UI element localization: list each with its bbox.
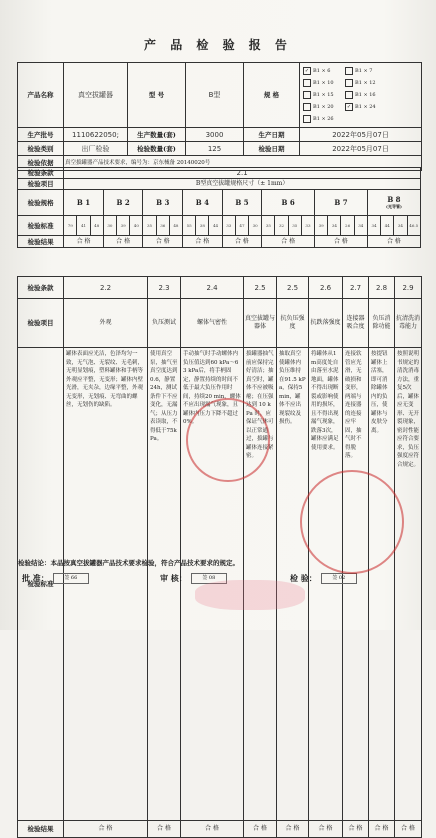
clause-label-1: 检验条款 (18, 168, 64, 179)
qty-value: 3000 (186, 128, 244, 142)
test-item: 抗跌落强度 (309, 299, 343, 348)
spec-col-header: B 8 (光导管) (367, 190, 420, 216)
checked-box-icon: ✓ (346, 103, 352, 110)
std-value: 30 (103, 216, 116, 236)
empty-box-icon (303, 103, 311, 111)
spec-label-1: 检验规格 (18, 190, 64, 216)
product-name: 真空拔罐器 (64, 63, 128, 128)
spec-option (345, 101, 381, 113)
batch-label: 生产批号 (18, 128, 64, 142)
test-standard: 将罐体从1m高度处自由落至水泥地面，罐体不得出现断裂或影响使用的损坏，且不得出现漏气现象，跌落3次，罐体应满足使用要求。 (309, 348, 343, 821)
std-value: 30 (249, 216, 262, 236)
item-label-1: 检验项目 (18, 179, 64, 190)
review-stamp: 签 08 (191, 573, 227, 584)
result-value: 合 格 (222, 236, 262, 248)
std-value: 34 (367, 216, 380, 236)
test-item: 螺体气密性 (181, 299, 244, 348)
test-standard: 拔罐器抽气前应保持完好清洁；抽真空时，罐体不应被吸瘪；在压强达到 10 kPa 时，应保证气体可以正常通过，拔罐与罐体连接紧密。 (244, 348, 277, 821)
std-value: 34 (394, 216, 407, 236)
test-item: 负压消除功能 (369, 299, 395, 348)
test-clause: 2.6 (309, 277, 343, 299)
result-value: 合 格 (103, 236, 143, 248)
seal-smudge-icon (195, 580, 305, 610)
std-value: 39 (315, 216, 328, 236)
std-value: 35 (143, 216, 156, 236)
std-value: 35 (262, 216, 275, 236)
test-clause: 2.4 (181, 277, 244, 299)
checked-box-icon: ✓ (304, 67, 310, 74)
test-standard: 抽取真空使罐体内负压维持在91.5 kPa，保持5 min，罐体不应出现裂纹及损伤。 (277, 348, 309, 821)
test-result: 合 格 (148, 820, 181, 837)
test-standard: 按提钮罐体上活塞，即可消除罐体内的负压，使罐体与皮肤分离。 (369, 348, 395, 821)
result-value: 合 格 (262, 236, 315, 248)
std-value: 26 (341, 216, 354, 236)
std-value: 38 (196, 216, 209, 236)
dimension-table (17, 167, 421, 248)
spec-option (303, 113, 339, 125)
type-value: 出厂检验 (64, 142, 128, 156)
spec-option-label: B1 × 26 (313, 116, 334, 122)
test-item: 外观 (64, 299, 148, 348)
spec-option (345, 89, 381, 101)
std-value: 33 (301, 216, 314, 236)
prod-date-value: 2022年05月07日 (300, 128, 422, 142)
batch-value: 1110622050; (64, 128, 128, 142)
empty-box-icon (303, 115, 311, 123)
test-result: 合 格 (181, 820, 244, 837)
spec-col-header: B 2 (103, 190, 143, 216)
clause-1: 2.1 (64, 168, 421, 179)
std-value: 40 (130, 216, 143, 236)
test-clause: 2.8 (369, 277, 395, 299)
conclusion: 检验结论：本品按真空拔罐器产品技术要求检验，符合产品技术要求的规定。 (18, 559, 239, 567)
empty-box-icon (345, 79, 353, 87)
type-label: 检验类别 (18, 142, 64, 156)
test-item: 抗负压强度 (277, 299, 309, 348)
spec-col-header: B 1 (64, 190, 104, 216)
check-qty-label: 检验数量(套) (128, 142, 186, 156)
test-result: 合 格 (369, 820, 395, 837)
qty-label: 生产数量(套) (128, 128, 186, 142)
spec-option-label: B1 × 15 (313, 92, 334, 98)
item-1: B型真空拔罐规格尺寸（± 1mm） (64, 179, 421, 190)
info-table (17, 62, 422, 171)
result-label-1: 检验结果 (18, 236, 64, 248)
inspect-label: 检 验： (290, 572, 317, 583)
spec-option-label: B1 × 24 (355, 104, 376, 110)
test-result: 合 格 (309, 820, 343, 837)
spec-option-label: B1 × 10 (313, 80, 334, 86)
std-value: 44 (209, 216, 222, 236)
spec-option (303, 89, 339, 101)
test-standard: 手动抽气时手动螺体内负压值达到60 kPa～63 kPa后，将手柄固定，静置持续的时间不低于最大负压作用时间，持续20 min，螺体不应出现漏气现象，且罐体内压力下降不超过 0%。 (181, 348, 244, 821)
report-title: 产 品 检 验 报 告 (144, 38, 292, 52)
std-value: 33 (222, 216, 235, 236)
test-clause: 2.2 (64, 277, 148, 299)
test-clause: 2.7 (343, 277, 369, 299)
empty-box-icon (303, 79, 311, 87)
quality-seal-icon (186, 398, 270, 482)
model-label: 型 号 (128, 63, 186, 128)
test-standard: 连接软管应光滑，无破损和变形，两端与连接器的连接应牢固，抽气时不得脱落。 (343, 348, 369, 821)
approve-stamp: 签 66 (53, 573, 89, 584)
model-value: B型 (186, 63, 244, 128)
std-label-2: 检验标准 (18, 348, 64, 821)
std-value: 48 (90, 216, 103, 236)
test-standard: 使用真空泵，抽气至真空度达到0.6，静置24h，测试条件下不应变化，无漏气；从压力表读取，不得低于75kPa。 (148, 348, 181, 821)
std-value: 32 (275, 216, 288, 236)
prod-date-label: 生产日期 (244, 128, 300, 142)
std-value: 44 (381, 216, 394, 236)
result-label-2: 检验结果 (18, 820, 64, 837)
test-result: 合 格 (64, 820, 148, 837)
result-value: 合 格 (367, 236, 420, 248)
result-value: 合 格 (143, 236, 183, 248)
std-value: 41 (77, 216, 90, 236)
check-date-value: 2022年05月07日 (300, 142, 422, 156)
spec-col-header: B 4 (183, 190, 223, 216)
clause-label-2: 检验条款 (18, 277, 64, 299)
std-value: 36 (156, 216, 169, 236)
std-value: 34 (354, 216, 367, 236)
result-value: 合 格 (64, 236, 104, 248)
basis-label: 检验依据 (18, 156, 64, 171)
spec-note: (光导管) (386, 204, 402, 209)
std-value: 48 (169, 216, 182, 236)
test-item: 连接器吸合度 (343, 299, 369, 348)
std-value: 46.5 (407, 216, 421, 236)
spec-option (303, 65, 339, 77)
spec-label: 规 格 (244, 63, 300, 128)
item-label-2: 检验项目 (18, 299, 64, 348)
spec-option (303, 101, 339, 113)
spec-option-label: B1 × 6 (313, 68, 331, 74)
test-result: 合 格 (343, 820, 369, 837)
check-qty-value: 125 (186, 142, 244, 156)
std-value: 55 (183, 216, 196, 236)
test-clause: 2.9 (395, 277, 422, 299)
spec-col-header: B 6 (262, 190, 315, 216)
test-clause: 2.3 (148, 277, 181, 299)
test-result: 合 格 (244, 820, 277, 837)
empty-box-icon (345, 91, 353, 99)
empty-box-icon (303, 91, 311, 99)
spec-option-label: B1 × 7 (355, 68, 373, 74)
product-name-label: 产品名称 (18, 63, 64, 128)
spec-option-label: B1 × 20 (313, 104, 334, 110)
spec-option-label: B1 × 16 (355, 92, 376, 98)
spec-option (345, 65, 381, 77)
result-value: 合 格 (315, 236, 368, 248)
std-value: 39 (117, 216, 130, 236)
std-value: 35 (288, 216, 301, 236)
test-clause: 2.5 (277, 277, 309, 299)
approve-label: 批 准： (22, 572, 49, 583)
test-item: 抗清洗消毒能力 (395, 299, 422, 348)
test-item: 真空拔罐与器体 (244, 299, 277, 348)
spec-option (345, 77, 381, 89)
std-value: 34 (328, 216, 341, 236)
spec-grid (303, 65, 418, 125)
inspect-block (290, 572, 357, 586)
inspect-stamp: 签 02 (321, 573, 357, 584)
test-standard: 罐体表面应光洁，色泽均匀一致，无气泡、无裂纹、无毛刺，无明显划痕，塑料罐体和手柄等外观应平整，无变形；罐体内壁光滑，无夹杂，边缘平整，外观无变形，无划痕、无弯曲的螺丝，无划伤的缺陷。 (64, 348, 148, 821)
std-label-1: 检验标准 (18, 216, 64, 236)
test-result: 合 格 (277, 820, 309, 837)
spec-col-header: B 7 (315, 190, 368, 216)
test-clause: 2.5 (244, 277, 277, 299)
std-value: 79 (64, 216, 77, 236)
approve-block (22, 572, 89, 586)
check-date-label: 检验日期 (244, 142, 300, 156)
result-value: 合 格 (183, 236, 223, 248)
spec-col-header: B 5 (222, 190, 262, 216)
spec-option (303, 77, 339, 89)
std-value: 47 (235, 216, 248, 236)
test-result: 合 格 (395, 820, 422, 837)
basis-value: 真空拔罐器产品技术要求，编号为：京东械备 20140020号 (64, 156, 422, 171)
test-item: 负压测试 (148, 299, 181, 348)
company-seal-icon (300, 470, 404, 574)
spec-col-header: B 3 (143, 190, 183, 216)
review-label: 审 核： (160, 572, 187, 583)
empty-box-icon (345, 67, 353, 75)
spec-option-label: B1 × 12 (355, 80, 376, 86)
test-standard: 按照说明书规定的清洗消毒方法，重复5次后，罐体应无变形、无开裂现象，密封性能应符合要求，负压强度应符合规定。 (395, 348, 422, 821)
spec-options (300, 63, 422, 128)
